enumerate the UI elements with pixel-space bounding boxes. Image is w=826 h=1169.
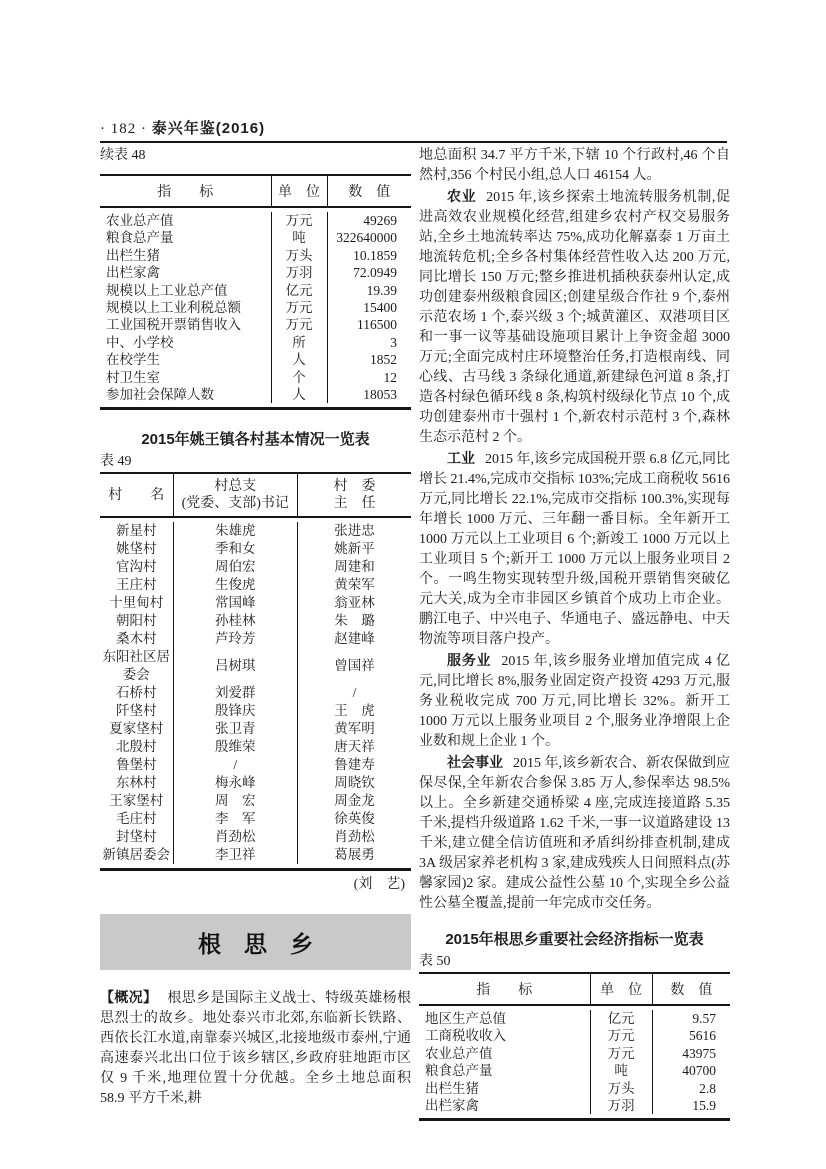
table50-header-unit: 单 位 <box>590 973 652 1005</box>
table-row <box>419 1097 730 1114</box>
director-cell: 翁亚林 <box>334 595 375 611</box>
secretary-cell: 吕树琪 <box>173 648 297 684</box>
unit-cell: 人 <box>271 386 327 403</box>
indicator-cell: 地区生产总值 <box>419 1010 590 1027</box>
secretary-cell: 周伯宏 <box>173 558 297 576</box>
header-line: (党委、支部)书记 <box>181 496 289 512</box>
director-cell: 唐天祥 <box>334 739 375 755</box>
header-rule <box>100 141 727 143</box>
secretary-cell: 季和女 <box>173 540 297 558</box>
table50-body <box>419 1005 730 1120</box>
table-row <box>100 720 411 738</box>
table49-header-secretary <box>173 473 297 517</box>
table-row <box>100 334 411 351</box>
table50-header-value: 数 值 <box>652 973 730 1005</box>
left-column <box>100 146 411 1109</box>
value-cell: 43975 <box>682 1045 716 1061</box>
value-cell: 15400 <box>363 300 397 316</box>
table48-header-indicator: 指 标 <box>100 175 271 207</box>
table-row <box>100 522 411 540</box>
director-cell: / <box>352 685 357 701</box>
director-cell: 肖劲松 <box>334 829 375 845</box>
table-row <box>419 1027 730 1044</box>
author-signature: (刘 艺) <box>353 877 405 893</box>
right-column <box>419 146 730 1121</box>
indicator-cell: 参加社会保障人数 <box>100 386 271 403</box>
director-cell: 赵建峰 <box>334 631 375 647</box>
village-name-cell: 姚垡村 <box>100 540 173 558</box>
indicator-cell: 在校学生 <box>100 351 271 368</box>
unit-cell: 万头 <box>271 247 327 264</box>
value-cell: 18053 <box>363 387 397 403</box>
paragraph-text: 2015 年,该乡服务业增加值完成 4 亿元,同比增长 8%,服务业固定资产投资 4293 万元,服务业税收完成 700 万元,同比增长 32%。新开工 1000 万元以上服务业项目 2 个,服务业净增限上企业数和规上企业 1 个。 <box>419 654 731 749</box>
value-cell: 12 <box>383 369 397 385</box>
paragraph-industry <box>419 448 730 650</box>
overview-paragraph <box>100 987 411 1109</box>
secretary-cell: 刘爱群 <box>173 684 297 702</box>
unit-cell: 万羽 <box>271 264 327 281</box>
secretary-cell: 肖劲松 <box>173 828 297 846</box>
table48 <box>100 174 411 410</box>
indicator-cell: 工商税收收入 <box>419 1027 590 1044</box>
table-row <box>100 264 411 281</box>
table-row <box>100 774 411 792</box>
director-cell: 朱 璐 <box>334 613 375 629</box>
value-cell: 9.57 <box>692 1011 716 1026</box>
village-name-cell: 新镇居委会 <box>100 846 173 864</box>
value-cell: 1852 <box>370 352 397 368</box>
indicator-cell: 规模以上工业利税总额 <box>100 299 271 316</box>
table-row <box>100 351 411 368</box>
table50-title: 2015年根思乡重要社会经济指标一览表 <box>445 931 704 948</box>
table-row <box>100 702 411 720</box>
village-name-cell: 王家堡村 <box>100 792 173 810</box>
unit-cell: 个 <box>271 369 327 386</box>
director-cell: 葛展勇 <box>334 847 375 863</box>
village-name-cell: 东林村 <box>100 774 173 792</box>
table50 <box>419 972 730 1121</box>
overview-label: 【概况】 <box>100 989 158 1006</box>
table-row <box>100 612 411 630</box>
table49-title: 2015年姚王镇各村基本情况一览表 <box>141 431 370 449</box>
secretary-cell: 殷维荣 <box>173 738 297 756</box>
table-row <box>100 558 411 576</box>
book-title: 泰兴年鉴(2016) <box>151 120 266 137</box>
secretary-cell: 孙桂林 <box>173 612 297 630</box>
header-line: 村 委 <box>333 479 376 495</box>
unit-cell: 吨 <box>271 229 327 246</box>
table48-header-value: 数 值 <box>327 175 411 207</box>
village-name-cell: 鲁堡村 <box>100 756 173 774</box>
table-row <box>419 1080 730 1097</box>
table50-label: 表 50 <box>419 954 451 969</box>
village-name-cell: 北殷村 <box>100 738 173 756</box>
table49-label: 表 49 <box>100 454 132 470</box>
table-row <box>419 1045 730 1062</box>
village-name-cell: 毛庄村 <box>100 810 173 828</box>
secretary-cell: 梅永峰 <box>173 774 297 792</box>
table-row <box>100 540 411 558</box>
table-row <box>100 810 411 828</box>
unit-cell: 亿元 <box>271 282 327 299</box>
director-cell: 黄军明 <box>334 721 375 737</box>
value-cell: 10.1859 <box>353 247 397 263</box>
table50-header <box>419 973 730 1005</box>
village-name-cell: 夏家垡村 <box>100 720 173 738</box>
table-row <box>100 828 411 846</box>
secretary-cell: 周 宏 <box>173 792 297 810</box>
director-cell: 张进忠 <box>334 523 375 539</box>
table48-header-unit: 单 位 <box>271 175 327 207</box>
village-name-cell: 桑木村 <box>100 630 173 648</box>
indicator-cell: 出栏生猪 <box>419 1080 590 1097</box>
table-row <box>100 229 411 246</box>
table49 <box>100 472 411 871</box>
table-row <box>100 738 411 756</box>
director-cell: 周晓钦 <box>334 775 375 791</box>
director-cell: 黄荣军 <box>334 577 375 593</box>
indicator-cell: 农业总产值 <box>100 212 271 229</box>
table-row <box>100 846 411 864</box>
overview-text: 根思乡是国际主义战士、特级英雄杨根思烈士的故乡。地处泰兴市北郊,东临新长铁路、西依长江水道,南靠泰兴城区,北接地级市泰州,宁通高速泰兴北出口位于该乡辖区,乡政府驻地距市区仅 9 千米,地理位置十分优越。全乡土地总面积 58.9 平方千米,耕 <box>100 991 412 1107</box>
table49-header-village <box>100 473 173 517</box>
table49-header-director <box>297 473 411 517</box>
table-row <box>100 282 411 299</box>
running-header <box>100 117 727 138</box>
table-row <box>100 299 411 316</box>
value-cell: 72.0949 <box>353 265 397 281</box>
table48-header <box>100 175 411 207</box>
table-row <box>100 684 411 702</box>
value-cell: 49269 <box>363 213 397 228</box>
secretary-cell: / <box>173 756 297 774</box>
secretary-cell: 李卫祥 <box>173 846 297 864</box>
table-row <box>100 648 411 684</box>
village-name-cell: 十里甸村 <box>100 594 173 612</box>
unit-cell: 人 <box>271 351 327 368</box>
continuation-paragraph: 地总面积 34.7 平方千米,下辖 10 个行政村,46 个自然村,356 个村民小组,总人口 46154 人。 <box>419 148 730 183</box>
paragraph-label: 工业 <box>447 450 475 466</box>
value-cell: 3 <box>390 334 397 350</box>
village-name-cell: 新星村 <box>100 522 173 540</box>
unit-cell: 万元 <box>590 1045 652 1062</box>
secretary-cell: 李 军 <box>173 810 297 828</box>
table-row <box>419 1062 730 1079</box>
table49-header <box>100 473 411 517</box>
table-row <box>100 247 411 264</box>
header-line: 村总支 <box>214 479 257 495</box>
paragraph-text: 2015 年,该乡探索土地流转服务机制,促进高效农业规模化经营,组建乡农村产权交易服务站,全乡土地流转率达 75%,成功化解嘉泰 1 万亩土地流转危机;全乡各村集体经营性收入达 200 万元,同比增长 150 万元;整乡推进机插秧获泰州认定,成功创建泰州级粮食园区;创建星级合作社 9 个,泰州示范农场 1 个,泰兴级 3 个;城黄灌区、双港项目区和一事一议等基础设施项目累计上争资金超 3000 万元;全面完成村庄环境整治任务,打造根南线、同心线、古马线 3 条绿化通道,新建绿色河道 8 条,打造各村绿色循环线 8 条,构筑村级绿化节点 10 个,成功创建泰州市十强村 1 个,新农村示范村 3 个,森林生态示范村 2 个。 <box>419 190 731 445</box>
secretary-cell: 芦玲芳 <box>173 630 297 648</box>
unit-cell: 所 <box>271 334 327 351</box>
director-cell: 姚新平 <box>334 541 375 557</box>
table49-body <box>100 517 411 870</box>
village-name-cell: 石桥村 <box>100 684 173 702</box>
table-row <box>100 212 411 229</box>
table-row <box>419 1010 730 1027</box>
value-cell: 116500 <box>357 317 397 333</box>
value-cell: 322640000 <box>336 230 397 246</box>
indicator-cell: 规模以上工业总产值 <box>100 282 271 299</box>
table-row <box>100 369 411 386</box>
secretary-cell: 常国峰 <box>173 594 297 612</box>
secretary-cell: 生俊虎 <box>173 576 297 594</box>
unit-cell: 万头 <box>590 1080 652 1097</box>
value-cell: 19.39 <box>366 282 397 298</box>
table48-continued-label: 续表 48 <box>100 148 146 163</box>
value-cell: 5616 <box>689 1028 716 1044</box>
table-row <box>100 386 411 403</box>
section-title: 根 思 乡 <box>198 930 313 957</box>
indicator-cell: 工业国税开票销售收入 <box>100 316 271 333</box>
director-cell: 周金龙 <box>334 793 375 809</box>
paragraph-text: 2015 年,该乡完成国税开票 6.8 亿元,同比增长 21.4%,完成市交指标 103%;完成工商税收 5616 万元,同比增长 22.1%,完成市交指标 100.3%,实现每年增长 1000 万元、三年翻一番目标。全年新开工 1000 万元以上工业项目 6 个;新竣工 1000 万元以上工业项目 5 个;新开工 1000 万元以上服务业项目 2 个。一鸣生物实现转型升级,国税开票销售突破亿元大关,成为全市非园区乡镇首个成功上市企业。鹏江电子、中兴电子、华通电子、盛远静电、中天物流等项目落户投产。 <box>419 452 730 647</box>
indicator-cell: 出栏家禽 <box>419 1097 590 1114</box>
table50-header-indicator: 指 标 <box>419 973 590 1005</box>
director-cell: 曾国祥 <box>334 658 375 674</box>
indicator-cell: 出栏生猪 <box>100 247 271 264</box>
indicator-cell: 农业总产值 <box>419 1045 590 1062</box>
indicator-cell: 村卫生室 <box>100 369 271 386</box>
table-row <box>100 576 411 594</box>
table-row <box>100 316 411 333</box>
value-cell: 15.9 <box>692 1098 716 1114</box>
village-name-cell: 封垡村 <box>100 828 173 846</box>
indicator-cell: 中、小学校 <box>100 334 271 351</box>
village-name-cell: 东阳社区居委会 <box>100 648 173 684</box>
secretary-cell: 张卫青 <box>173 720 297 738</box>
paragraph-social-affairs <box>419 752 730 914</box>
header-line: 村 名 <box>108 487 165 503</box>
table-row <box>100 594 411 612</box>
village-name-cell: 朝阳村 <box>100 612 173 630</box>
village-name-cell: 官沟村 <box>100 558 173 576</box>
table-row <box>100 756 411 774</box>
unit-cell: 亿元 <box>590 1010 652 1027</box>
indicator-cell: 出栏家禽 <box>100 264 271 281</box>
unit-cell: 万羽 <box>590 1097 652 1114</box>
unit-cell: 万元 <box>271 212 327 229</box>
unit-cell: 万元 <box>271 316 327 333</box>
value-cell: 40700 <box>682 1063 716 1079</box>
section-banner-gensi-township <box>100 914 411 970</box>
indicator-cell: 粮食总产量 <box>100 229 271 246</box>
table-row <box>100 630 411 648</box>
unit-cell: 万元 <box>590 1027 652 1044</box>
director-cell: 周建和 <box>334 559 375 575</box>
page-number: · 182 · <box>100 121 147 137</box>
paragraph-label: 社会事业 <box>447 754 503 770</box>
header-line: 主 任 <box>333 496 376 512</box>
director-cell: 鲁建寿 <box>334 757 375 773</box>
paragraph-agriculture <box>419 186 730 448</box>
secretary-cell: 朱雄虎 <box>173 522 297 540</box>
director-cell: 王 虎 <box>334 703 375 719</box>
table-row <box>100 792 411 810</box>
village-name-cell: 阡垡村 <box>100 702 173 720</box>
paragraph-text: 2015 年,该乡新农合、新农保做到应保尽保,全年新农合参保 3.85 万人,参保率达 98.5%以上。全乡新建交通桥梁 4 座,完成连接道路 5.35 千米,提档升级道路 1.62 千米,一事一议道路建设 13 千米,建立健全信访值班和矛盾纠纷排查机制,建成 3A 级居家养老机构 3 家,建成残疾人日间照料点(苏馨家园)2 家。建成公益性公墓 10 个,实现全乡公益性公墓全覆盖,提前一年完成市交任务。 <box>419 756 730 911</box>
value-cell: 2.8 <box>699 1080 716 1096</box>
director-cell: 徐英俊 <box>334 811 375 827</box>
paragraph-label: 农业 <box>447 188 477 204</box>
unit-cell: 万元 <box>271 299 327 316</box>
table48-body <box>100 207 411 409</box>
paragraph-services <box>419 650 730 752</box>
village-name-cell: 王庄村 <box>100 576 173 594</box>
unit-cell: 吨 <box>590 1062 652 1079</box>
indicator-cell: 粮食总产量 <box>419 1062 590 1079</box>
secretary-cell: 殷锋庆 <box>173 702 297 720</box>
paragraph-label: 服务业 <box>447 652 492 668</box>
